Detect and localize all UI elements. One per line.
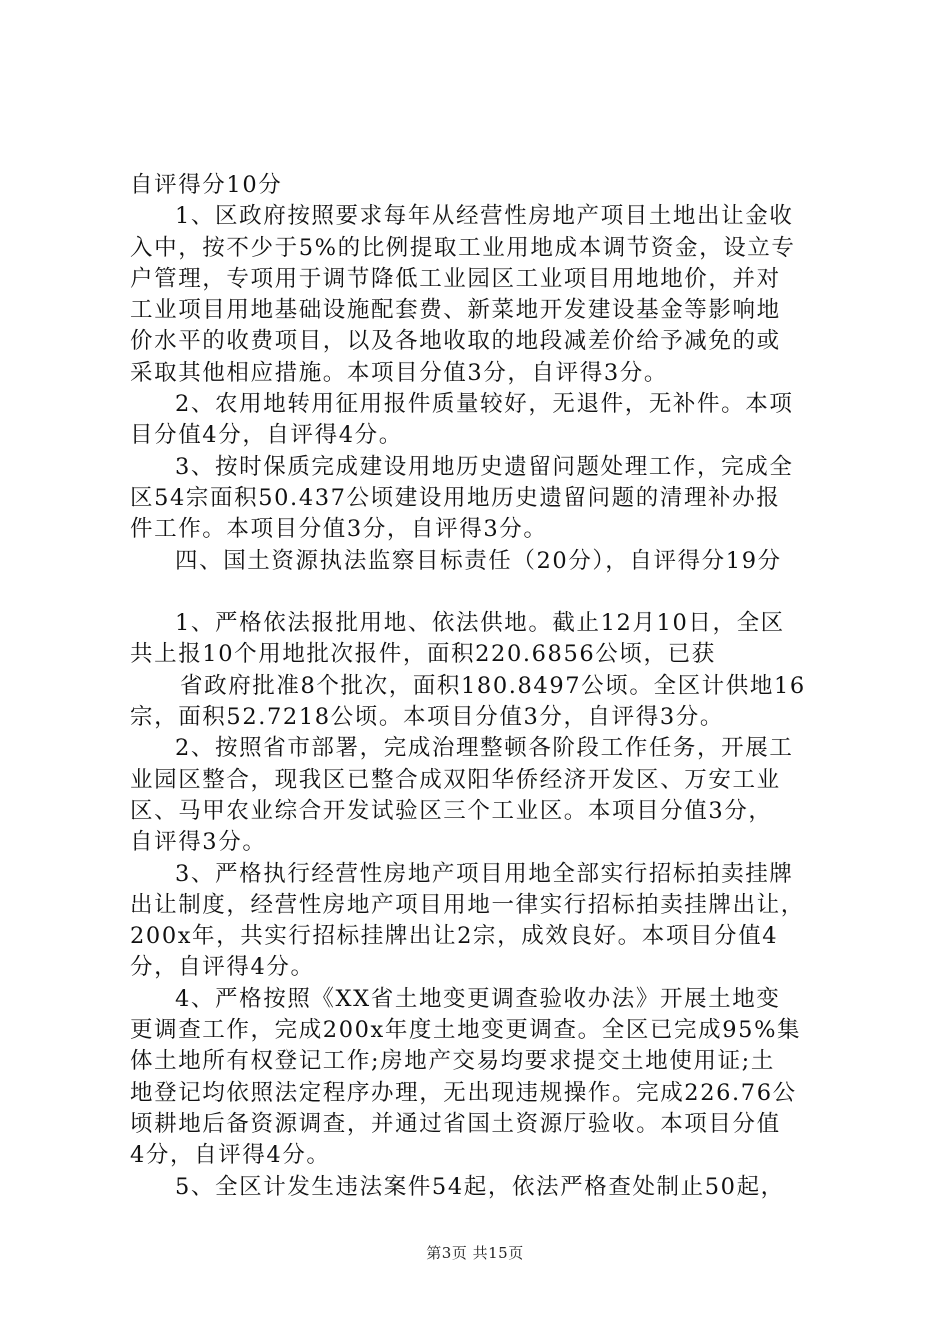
paragraph-line: 出让制度，经营性房地产项目用地一律实行招标拍卖挂牌出让， [130,891,805,918]
paragraph-line: 业园区整合，现我区已整合成双阳华侨经济开发区、万安工业 [130,766,781,793]
paragraph-line: 采取其他相应措施。本项目分值3分，自评得3分。 [130,359,668,386]
blank-line [130,577,830,608]
paragraph-line: 共上报10个用地批次报件，面积220.6856公顷，已获 [130,641,716,668]
paragraph-line: 自评得3分。 [130,829,267,856]
paragraph-line: 顷耕地后备资源调查，并通过省国土资源厅验收。本项目分值 [130,1110,781,1137]
paragraph-line: 省政府批准8个批次，面积180.8497公顷。全区计供地16 [180,672,806,699]
paragraph-line: 4、严格按照《XX省土地变更调查验收办法》开展土地变 [175,985,781,1012]
paragraph-line: 4分，自评得4分。 [130,1142,331,1169]
paragraph-line: 2、农用地转用征用报件质量较好，无退件，无补件。本项 [175,391,794,418]
paragraph-line: 地登记均依照法定程序办理，无出现违规操作。完成226.76公 [130,1079,797,1106]
paragraph-line: 区54宗面积50.437公顷建设用地历史遗留问题的清理补办报 [130,484,781,511]
paragraph-line: 3、按时保质完成建设用地历史遗留问题处理工作，完成全 [175,453,794,480]
paragraph-line: 更调查工作，完成200x年度土地变更调查。全区已完成95%集 [130,1017,802,1044]
paragraph-line: 入中，按不少于5%的比例提取工业用地成本调节资金，设立专 [130,234,796,261]
page-footer: 第3页 共15页 [426,1244,524,1262]
paragraph-line: 件工作。本项目分值3分，自评得3分。 [130,516,548,543]
paragraph-line: 1、区政府按照要求每年从经营性房地产项目土地出让金收 [175,203,794,230]
paragraph-line: 分，自评得4分。 [130,954,315,981]
paragraph-line: 5、全区计发生违法案件54起，依法严格查处制止50起， [175,1173,785,1200]
paragraph-line: 200x年，共实行招标挂牌出让2宗，成效良好。本项目分值4 [130,923,779,950]
paragraph-line: 宗，面积52.7218公顷。本项目分值3分，自评得3分。 [130,704,724,731]
paragraph-line: 目分值4分，自评得4分。 [130,422,403,449]
paragraph-line: 户管理，专项用于调节降低工业园区工业项目用地地价，并对 [130,265,781,292]
paragraph-line: 价水平的收费项目，以及各地收取的地段减差价给予减免的或 [130,328,781,355]
paragraph-line: 工业项目用地基础设施配套费、新菜地开发建设基金等影响地 [130,297,781,324]
paragraph-line: 区、马甲农业综合开发试验区三个工业区。本项目分值3分， [130,797,773,824]
paragraph-line: 2、按照省市部署，完成治理整顿各阶段工作任务，开展工 [175,735,794,762]
paragraph-line: 体土地所有权登记工作;房地产交易均要求提交土地使用证;土 [130,1048,775,1075]
paragraph-line: 自评得分10分 [130,172,283,198]
paragraph-line: 1、严格依法报批用地、依法供地。截止12月10日，全区 [175,610,785,637]
section-heading: 四、国土资源执法监察目标责任（20分），自评得分19分 [175,547,782,574]
document-body [130,170,830,1203]
paragraph-line: 3、严格执行经营性房地产项目用地全部实行招标拍卖挂牌 [175,860,794,887]
